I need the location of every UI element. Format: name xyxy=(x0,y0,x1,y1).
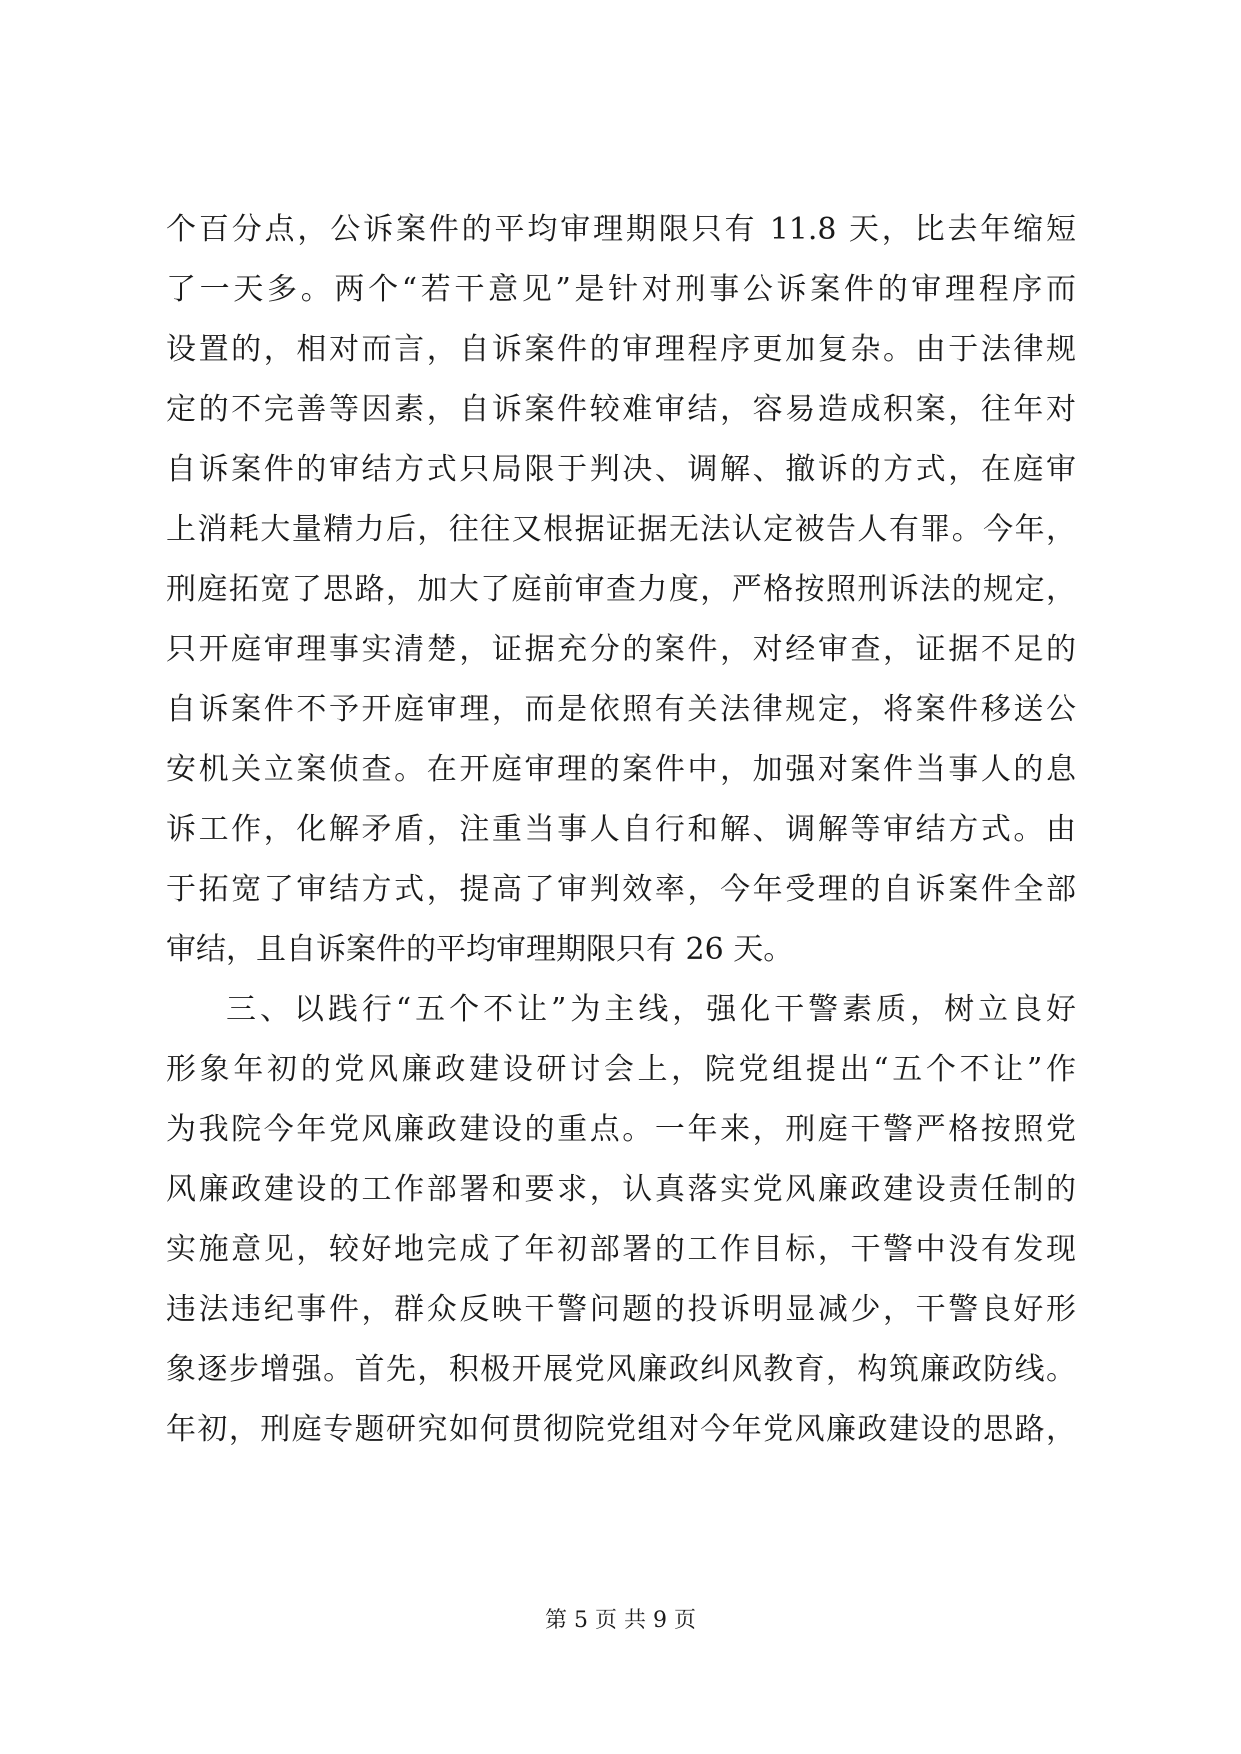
text-line: 个百分点，公诉案件的平均审理期限只有 11.8 天，比去年缩短 xyxy=(166,212,1076,247)
text-line: 安机关立案侦查。在开庭审理的案件中，加强对案件当事人的息 xyxy=(166,752,1076,787)
body-text xyxy=(166,200,1076,1460)
paragraph-last-line: 审结，且自诉案件的平均审理期限只有 26 天。 xyxy=(166,932,794,967)
page-footer: 第 5 页 共 9 页 xyxy=(545,1608,696,1633)
text-line: 设置的，相对而言，自诉案件的审理程序更加复杂。由于法律规 xyxy=(166,332,1076,367)
text-line: 违法违纪事件，群众反映干警问题的投诉明显减少，干警良好形 xyxy=(166,1292,1076,1327)
text-line: 于拓宽了审结方式，提高了审判效率，今年受理的自诉案件全部 xyxy=(166,872,1076,907)
section-heading-line: 三、以践行“五个不让”为主线，强化干警素质，树立良好 xyxy=(226,992,1076,1027)
text-line: 年初，刑庭专题研究如何贯彻院党组对今年党风廉政建设的思路， xyxy=(166,1412,1076,1447)
text-line: 定的不完善等因素，自诉案件较难审结，容易造成积案，往年对 xyxy=(166,392,1076,427)
text-line: 形象年初的党风廉政建设研讨会上，院党组提出“五个不让”作 xyxy=(166,1052,1076,1087)
text-line: 只开庭审理事实清楚，证据充分的案件，对经审查，证据不足的 xyxy=(166,632,1076,667)
text-line: 实施意见，较好地完成了年初部署的工作目标，干警中没有发现 xyxy=(166,1232,1076,1267)
text-line: 上消耗大量精力后，往往又根据证据无法认定被告人有罪。今年， xyxy=(166,512,1076,547)
text-line: 自诉案件的审结方式只局限于判决、调解、撤诉的方式，在庭审 xyxy=(166,452,1076,487)
text-line: 刑庭拓宽了思路，加大了庭前审查力度，严格按照刑诉法的规定， xyxy=(166,572,1076,607)
text-line: 风廉政建设的工作部署和要求，认真落实党风廉政建设责任制的 xyxy=(166,1172,1076,1207)
text-line: 了一天多。两个“若干意见”是针对刑事公诉案件的审理程序而 xyxy=(166,272,1076,307)
text-line: 为我院今年党风廉政建设的重点。一年来，刑庭干警严格按照党 xyxy=(166,1112,1076,1147)
text-line: 自诉案件不予开庭审理，而是依照有关法律规定，将案件移送公 xyxy=(166,692,1076,727)
text-line: 象逐步增强。首先，积极开展党风廉政纠风教育，构筑廉政防线。 xyxy=(166,1352,1076,1387)
text-line: 诉工作，化解矛盾，注重当事人自行和解、调解等审结方式。由 xyxy=(166,812,1076,847)
